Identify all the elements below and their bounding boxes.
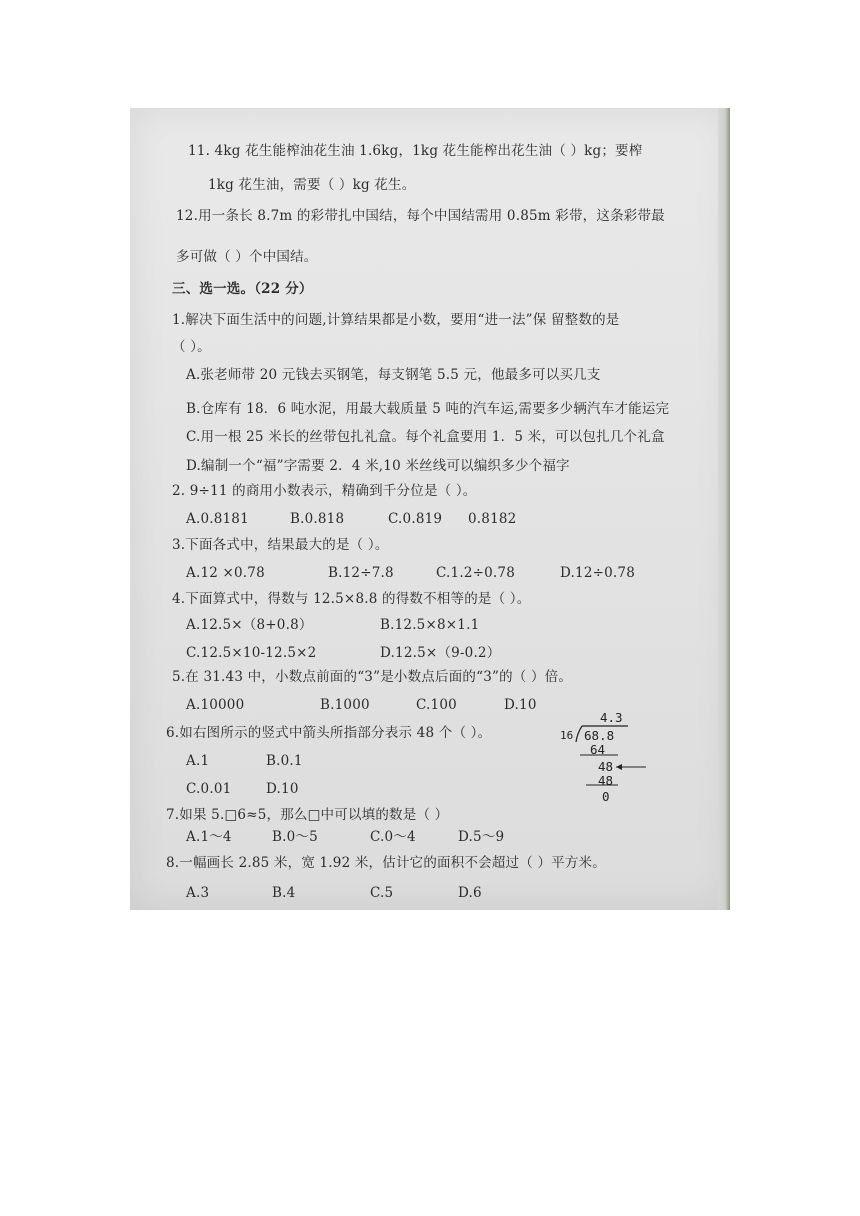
choice-6-option-d: D.10 [266,781,299,797]
choice-4-option-c: C.12.5×10-12.5×2 [186,645,317,661]
choice-7-option-b: B.0～5 [272,829,318,845]
choice-1-option-c: C.用一根 25 米长的丝带包扎礼盒。每个礼盒要用 1．5 米，可以包扎几个礼盒 [186,429,665,445]
question-11-line-1: 11. 4kg 花生能榨油花生油 1.6kg，1kg 花生能榨出花生油（ ）kg；要榨 [188,143,643,159]
choice-6-stem: 6.如右图所示的竖式中箭头所指部分表示 48 个（ ）。 [166,725,492,741]
choice-2-option-c: C.0.819 [388,511,443,527]
step-product-1: 64 [590,742,606,757]
step-product-2: 48 [598,773,614,788]
choice-3-stem: 3.下面各式中，结果最大的是（ ）。 [172,537,389,553]
divisor: 16 [560,729,574,742]
choice-8-option-c: C.5 [370,885,394,901]
choice-7-option-c: C.0～4 [370,829,416,845]
choice-2-option-a: A.0.8181 [186,511,249,527]
choice-4-option-a: A.12.5×（8+0.8） [186,617,313,633]
choice-4-option-d: D.12.5×（9-0.2） [380,645,501,661]
choice-8-stem: 8.一幅画长 2.85 米，宽 1.92 米，估计它的面积不会超过（ ）平方米。 [166,855,606,871]
choice-5-option-b: B.1000 [320,697,370,713]
choice-7-stem: 7.如果 5.□6≈5，那么□中可以填的数是（ ） [166,807,449,823]
choice-2-stem: 2. 9÷11 的商用小数表示，精确到千分位是（ ）。 [172,483,477,499]
section-3-heading: 三、选一选。（22 分） [172,281,313,297]
choice-1-stem-line-2: （ ）。 [172,339,211,355]
step-remainder-1: 48 [598,759,614,774]
quotient: 4.3 [600,710,623,725]
choice-1-option-a: A.张老师带 20 元钱去买钢笔，每支钢笔 5.5 元，他最多可以买几支 [186,367,601,383]
choice-6-option-b: B.0.1 [266,753,303,769]
choice-2-option-d: 0.8182 [468,511,517,527]
exam-photo [130,108,730,910]
photo-edge [718,108,730,910]
choice-1-option-b: B.仓库有 18．6 吨水泥，用最大载质量 5 吨的汽车运,需要多少辆汽车才能运完 [186,401,670,417]
choice-3-option-d: D.12÷0.78 [560,565,635,581]
choice-2-option-b: B.0.818 [290,511,345,527]
choice-8-option-a: A.3 [186,885,210,901]
choice-5-stem: 5.在 31.43 中，小数点前面的“3”是小数点后面的“3”的（ ）倍。 [172,669,573,685]
choice-4-stem: 4.下面算式中，得数与 12.5×8.8 的得数不相等的是（ ）。 [172,591,531,607]
choice-5-option-a: A.10000 [186,697,245,713]
choice-3-option-a: A.12 ×0.78 [186,565,265,581]
arrow-icon [616,764,622,770]
choice-8-option-b: B.4 [272,885,296,901]
choice-7-option-d: D.5～9 [458,829,505,845]
question-12-line-2: 多可做（ ）个中国结。 [176,249,318,265]
choice-1-option-d: D.编制一个“福”字需要 2．4 米,10 米丝线可以编织多少个福字 [186,458,570,474]
choice-4-option-b: B.12.5×8×1.1 [380,617,480,633]
choice-3-option-b: B.12÷7.8 [328,565,394,581]
choice-8-option-d: D.6 [458,885,482,901]
question-11-line-2: 1kg 花生油，需要（ ）kg 花生。 [208,177,416,193]
choice-5-option-d: D.10 [504,697,537,713]
choice-3-option-c: C.1.2÷0.78 [436,565,515,581]
question-12-line-1: 12.用一条长 8.7m 的彩带扎中国结，每个中国结需用 0.85m 彩带，这条彩带最 [176,208,665,224]
choice-5-option-c: C.100 [416,697,457,713]
final-remainder: 0 [602,789,610,804]
choice-7-option-a: A.1～4 [186,829,232,845]
choice-6-option-a: A.1 [186,753,210,769]
choice-6-option-c: C.0.01 [186,781,232,797]
choice-1-stem-line-1: 1.解决下面生活中的问题,计算结果都是小数，要用“进一法”保 留整数的是 [172,312,620,328]
dividend: 68.8 [584,728,615,743]
long-division-figure [546,710,656,806]
